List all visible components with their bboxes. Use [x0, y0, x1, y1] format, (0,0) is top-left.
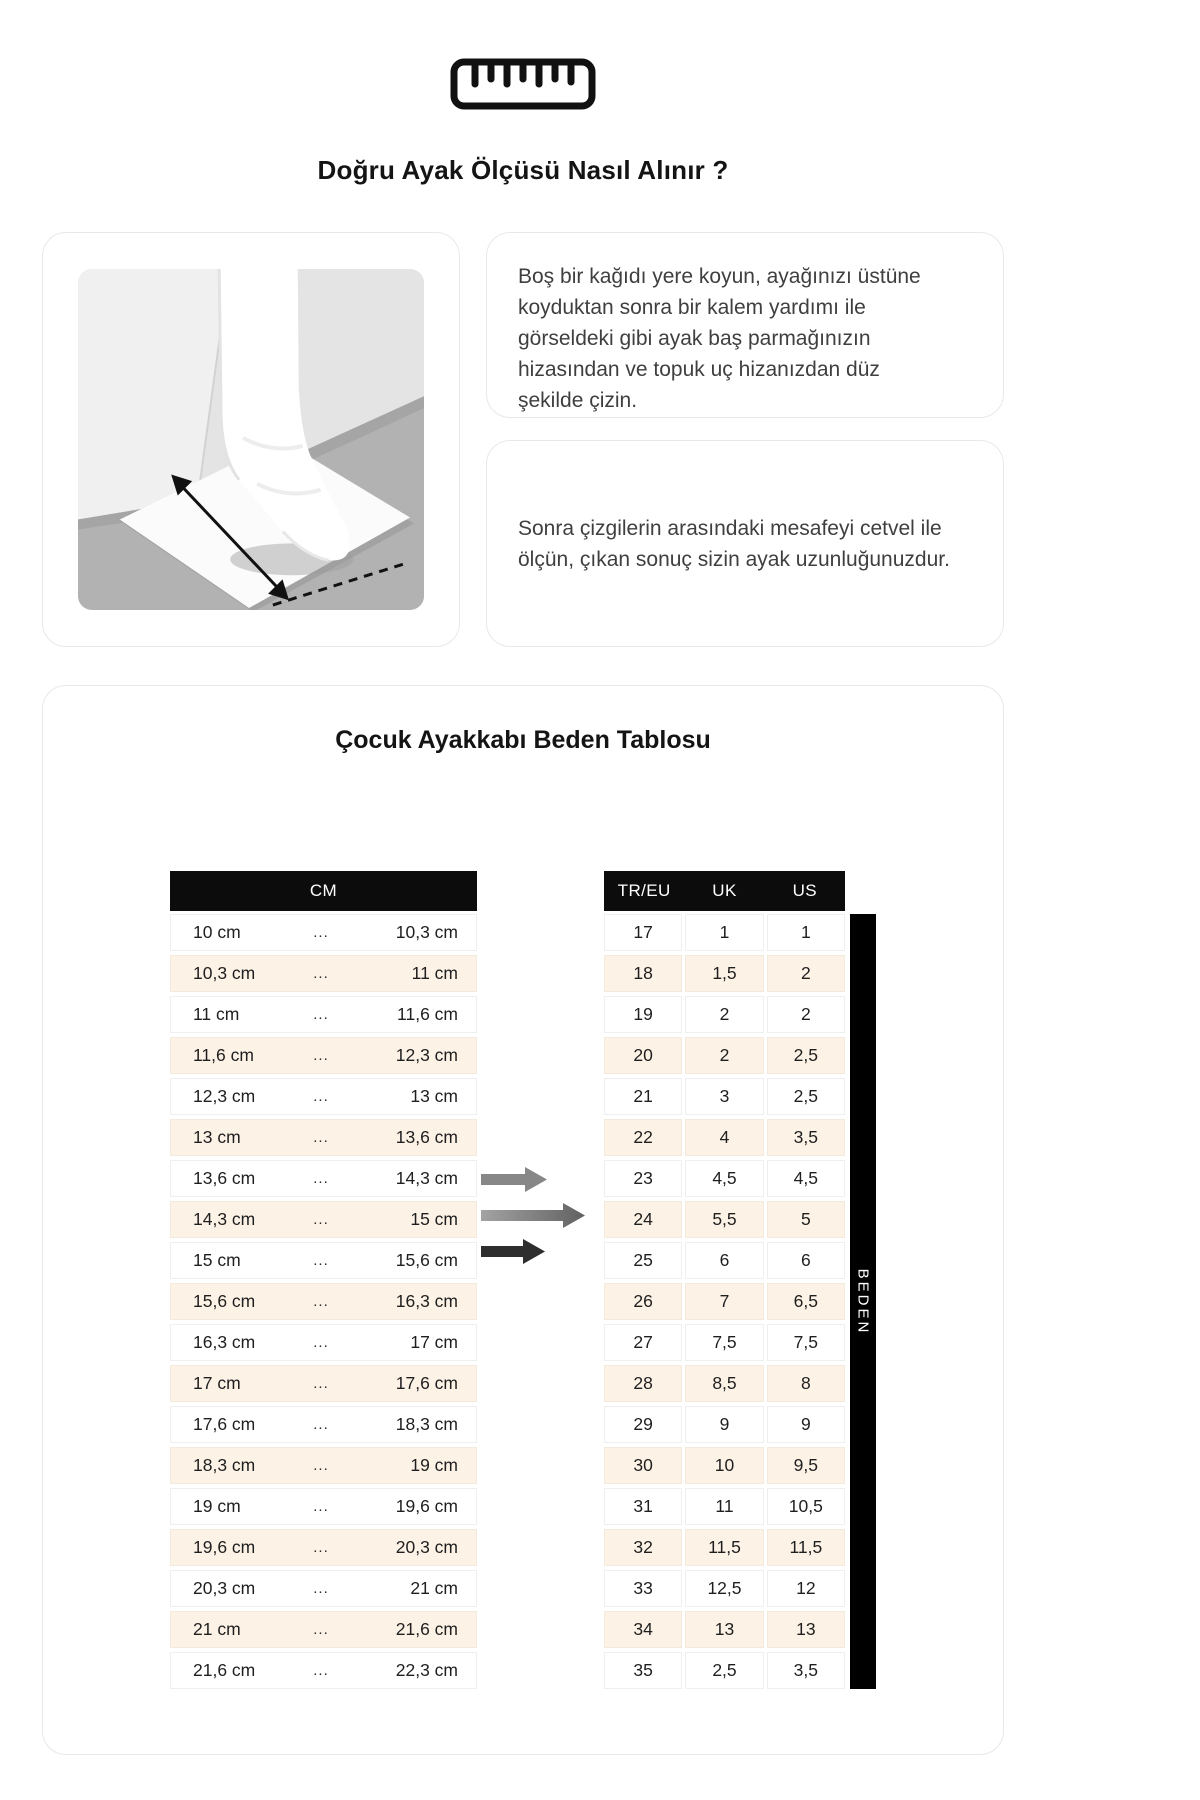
us-size: 2,5	[767, 1078, 845, 1115]
uk-size: 3	[685, 1078, 763, 1115]
instruction-step-2: Sonra çizgilerin arasındaki mesafeyi cetvel ile ölçün, çıkan sonuç sizin ayak uzunluğunuzdur.	[518, 516, 950, 571]
tr-eu-size: 17	[604, 914, 682, 951]
page-title: Doğru Ayak Ölçüsü Nasıl Alınır ?	[317, 155, 729, 185]
size-table-row	[604, 1283, 845, 1320]
cm-range-max: 21,6 cm	[395, 1619, 458, 1639]
tr-eu-size: 23	[604, 1160, 682, 1197]
range-dots: ...	[313, 1334, 329, 1351]
cm-table-row	[170, 1570, 477, 1607]
cm-range-min: 20,3 cm	[193, 1578, 256, 1598]
tr-eu-size: 20	[604, 1037, 682, 1074]
cm-range-max: 20,3 cm	[395, 1537, 458, 1557]
tr-eu-size: 29	[604, 1406, 682, 1443]
range-dots: ...	[313, 1088, 329, 1105]
cm-table-row	[170, 1201, 477, 1238]
cm-table-row	[170, 1447, 477, 1484]
cm-table	[170, 871, 477, 1689]
cm-range-max: 11,6 cm	[397, 1004, 458, 1024]
uk-size: 5,5	[685, 1201, 763, 1238]
cm-range-max: 13,6 cm	[395, 1127, 458, 1147]
instruction-cards	[486, 232, 1004, 647]
cm-range-min: 18,3 cm	[193, 1455, 256, 1475]
cm-range-min: 15 cm	[193, 1250, 241, 1270]
cm-range-min: 16,3 cm	[193, 1332, 256, 1352]
cm-table-row	[170, 1283, 477, 1320]
cm-range-min: 13,6 cm	[193, 1168, 256, 1188]
page-header	[42, 58, 1004, 186]
cm-table-row	[170, 1652, 477, 1689]
tr-eu-size: 32	[604, 1529, 682, 1566]
us-size: 1	[767, 914, 845, 951]
uk-size: 11	[685, 1488, 763, 1525]
tr-eu-size: 30	[604, 1447, 682, 1484]
range-dots: ...	[313, 965, 329, 982]
cm-table-row	[170, 1037, 477, 1074]
header-uk: UK	[712, 881, 737, 900]
uk-size: 13	[685, 1611, 763, 1648]
uk-size: 2,5	[685, 1652, 763, 1689]
cm-range-min: 10 cm	[193, 922, 241, 942]
arrow-right-icon	[481, 1203, 585, 1228]
us-size: 8	[767, 1365, 845, 1402]
cm-range-min: 21,6 cm	[193, 1660, 256, 1680]
uk-size: 6	[685, 1242, 763, 1279]
cm-range-max: 11 cm	[411, 963, 458, 983]
how-to-section	[42, 232, 1004, 647]
uk-size: 11,5	[685, 1529, 763, 1566]
cm-range-max: 21 cm	[410, 1578, 458, 1598]
tr-eu-size: 18	[604, 955, 682, 992]
size-table-title: Çocuk Ayakkabı Beden Tablosu	[335, 726, 711, 754]
cm-range-min: 11 cm	[193, 1004, 240, 1024]
uk-size: 1,5	[685, 955, 763, 992]
cm-range-max: 15,6 cm	[395, 1250, 458, 1270]
range-dots: ...	[313, 1539, 329, 1556]
size-table-row	[604, 1570, 845, 1607]
range-dots: ...	[313, 924, 329, 941]
us-size: 2	[767, 955, 845, 992]
size-table-row	[604, 1201, 845, 1238]
cm-table-body	[170, 914, 477, 1689]
us-size: 4,5	[767, 1160, 845, 1197]
cm-table-row	[170, 996, 477, 1033]
beden-label: BEDEN	[854, 1268, 872, 1335]
uk-size: 1	[685, 914, 763, 951]
cm-table-row	[170, 1406, 477, 1443]
us-size: 6,5	[767, 1283, 845, 1320]
cm-range-min: 19,6 cm	[193, 1537, 256, 1557]
size-table-row	[604, 1078, 845, 1115]
range-dots: ...	[313, 1252, 329, 1269]
size-table-header	[604, 871, 845, 911]
tr-eu-size: 35	[604, 1652, 682, 1689]
uk-size: 8,5	[685, 1365, 763, 1402]
header-us: US	[792, 881, 818, 900]
page-content	[42, 0, 1004, 1755]
size-table-row	[604, 1406, 845, 1443]
size-table-row	[604, 1037, 845, 1074]
ruler-icon	[450, 58, 596, 115]
cm-range-min: 21 cm	[193, 1619, 241, 1639]
range-dots: ...	[313, 1375, 329, 1392]
cm-table-row	[170, 1324, 477, 1361]
cm-range-min: 10,3 cm	[193, 963, 256, 983]
instruction-step-1: Boş bir kağıdı yere koyun, ayağınızı üstüne koyduktan sonra bir kalem yardımı ile görseldeki gibi ayak baş parmağınızın hizasından ve topuk uç hizanızdan düz şekilde çizin.	[518, 265, 921, 412]
uk-size: 4	[685, 1119, 763, 1156]
size-table-wrap	[604, 871, 876, 1689]
range-dots: ...	[313, 1047, 329, 1064]
cm-range-max: 13 cm	[410, 1086, 458, 1106]
size-table-row	[604, 1529, 845, 1566]
cm-table-row	[170, 1119, 477, 1156]
size-table-row	[604, 996, 845, 1033]
range-dots: ...	[313, 1170, 329, 1187]
cm-table-header: CM	[170, 871, 477, 911]
tr-eu-size: 22	[604, 1119, 682, 1156]
cm-range-min: 12,3 cm	[193, 1086, 256, 1106]
uk-size: 10	[685, 1447, 763, 1484]
cm-range-min: 11,6 cm	[193, 1045, 254, 1065]
cm-range-min: 13 cm	[193, 1127, 241, 1147]
cm-range-min: 19 cm	[193, 1496, 241, 1516]
conversion-arrows	[477, 871, 604, 1689]
us-size: 3,5	[767, 1119, 845, 1156]
uk-size: 12,5	[685, 1570, 763, 1607]
us-size: 12	[767, 1570, 845, 1607]
us-size: 2,5	[767, 1037, 845, 1074]
us-size: 10,5	[767, 1488, 845, 1525]
range-dots: ...	[313, 1129, 329, 1146]
tr-eu-size: 28	[604, 1365, 682, 1402]
eu-uk-us-table	[604, 871, 845, 1689]
uk-size: 9	[685, 1406, 763, 1443]
us-size: 9	[767, 1406, 845, 1443]
range-dots: ...	[313, 1293, 329, 1310]
size-table-row	[604, 1652, 845, 1689]
range-dots: ...	[313, 1006, 329, 1023]
size-table-row	[604, 1447, 845, 1484]
range-dots: ...	[313, 1416, 329, 1433]
cm-table-row	[170, 914, 477, 951]
size-table-row	[604, 1324, 845, 1361]
cm-table-row	[170, 1078, 477, 1115]
us-size: 11,5	[767, 1529, 845, 1566]
foot-measurement-photo	[78, 269, 424, 610]
cm-range-max: 19,6 cm	[395, 1496, 458, 1516]
cm-table-row	[170, 1611, 477, 1648]
size-table-row	[604, 1488, 845, 1525]
cm-table-row	[170, 1488, 477, 1525]
cm-range-min: 14,3 cm	[193, 1209, 256, 1229]
cm-table-row	[170, 1242, 477, 1279]
instruction-card-2	[486, 440, 1004, 647]
size-table-row	[604, 1365, 845, 1402]
size-table-row	[604, 914, 845, 951]
size-table-row	[604, 1242, 845, 1279]
arrow-right-icon	[481, 1239, 545, 1264]
cm-range-min: 17,6 cm	[193, 1414, 256, 1434]
cm-range-max: 15 cm	[410, 1209, 458, 1229]
instruction-card-1	[486, 232, 1004, 418]
arrow-right-icon	[481, 1167, 547, 1192]
tr-eu-size: 21	[604, 1078, 682, 1115]
us-size: 6	[767, 1242, 845, 1279]
tr-eu-size: 34	[604, 1611, 682, 1648]
us-size: 7,5	[767, 1324, 845, 1361]
cm-range-max: 17 cm	[410, 1332, 458, 1352]
cm-range-max: 14,3 cm	[395, 1168, 458, 1188]
us-size: 13	[767, 1611, 845, 1648]
range-dots: ...	[313, 1621, 329, 1638]
cm-range-max: 10,3 cm	[395, 922, 458, 942]
cm-table-row	[170, 1160, 477, 1197]
cm-table-row	[170, 1365, 477, 1402]
cm-range-max: 22,3 cm	[395, 1660, 458, 1680]
size-table-body	[604, 914, 845, 1689]
tr-eu-size: 31	[604, 1488, 682, 1525]
cm-range-max: 16,3 cm	[395, 1291, 458, 1311]
foot-photo-card	[42, 232, 460, 647]
size-table-row	[604, 1119, 845, 1156]
us-size: 9,5	[767, 1447, 845, 1484]
cm-range-max: 19 cm	[410, 1455, 458, 1475]
size-table-card	[42, 685, 1004, 1755]
cm-range-max: 18,3 cm	[395, 1414, 458, 1434]
cm-range-min: 15,6 cm	[193, 1291, 256, 1311]
cm-range-max: 12,3 cm	[395, 1045, 458, 1065]
tr-eu-size: 33	[604, 1570, 682, 1607]
range-dots: ...	[313, 1498, 329, 1515]
uk-size: 4,5	[685, 1160, 763, 1197]
beden-bar	[850, 914, 876, 1689]
uk-size: 2	[685, 996, 763, 1033]
header-tr-eu: TR/EU	[617, 881, 671, 900]
tr-eu-size: 26	[604, 1283, 682, 1320]
range-dots: ...	[313, 1580, 329, 1597]
cm-table-row	[170, 955, 477, 992]
tr-eu-size: 19	[604, 996, 682, 1033]
cm-range-max: 17,6 cm	[395, 1373, 458, 1393]
tr-eu-size: 25	[604, 1242, 682, 1279]
size-table-row	[604, 955, 845, 992]
tr-eu-size: 27	[604, 1324, 682, 1361]
range-dots: ...	[313, 1457, 329, 1474]
us-size: 5	[767, 1201, 845, 1238]
range-dots: ...	[313, 1211, 329, 1228]
uk-size: 7,5	[685, 1324, 763, 1361]
uk-size: 7	[685, 1283, 763, 1320]
tr-eu-size: 24	[604, 1201, 682, 1238]
cm-range-min: 17 cm	[193, 1373, 241, 1393]
uk-size: 2	[685, 1037, 763, 1074]
size-table-row	[604, 1160, 845, 1197]
size-table-row	[604, 1611, 845, 1648]
size-tables	[43, 871, 1003, 1689]
range-dots: ...	[313, 1662, 329, 1679]
us-size: 2	[767, 996, 845, 1033]
us-size: 3,5	[767, 1652, 845, 1689]
cm-table-row	[170, 1529, 477, 1566]
